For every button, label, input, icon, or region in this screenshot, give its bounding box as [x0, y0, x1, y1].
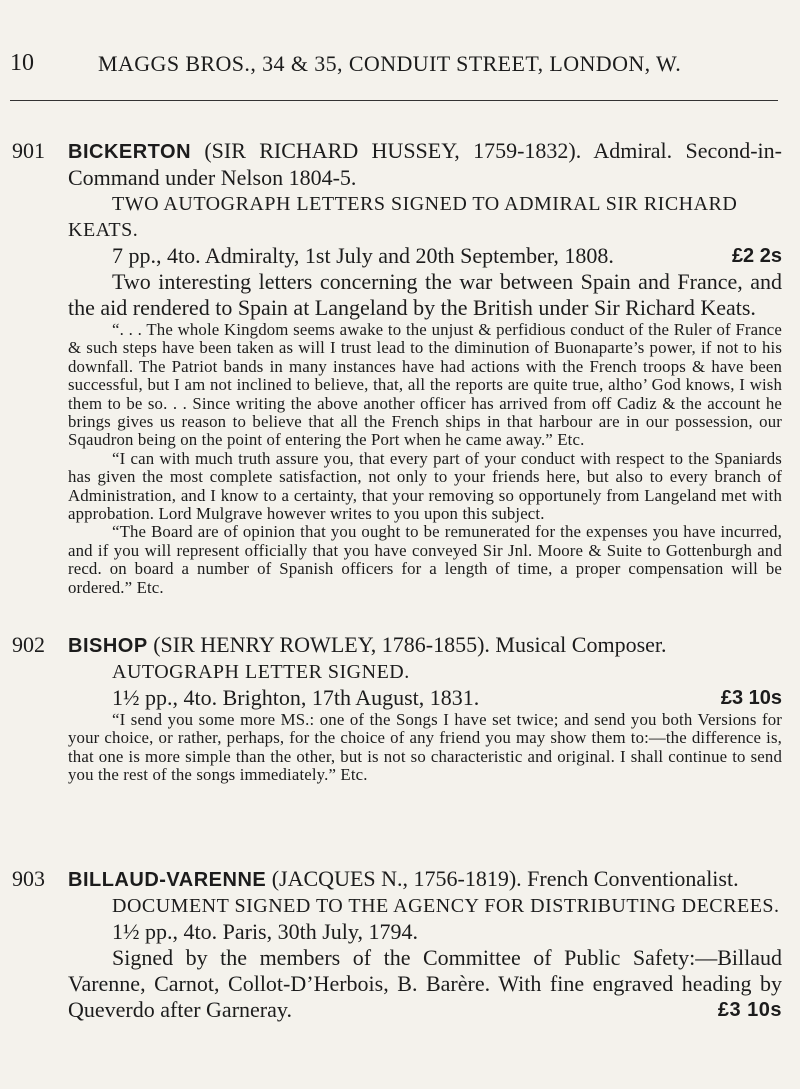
- subject-name: BISHOP: [68, 635, 148, 657]
- catalogue-entry: [12, 138, 782, 597]
- entry-heading: [68, 138, 782, 191]
- item-details: [68, 243, 782, 269]
- lot-number: 903: [12, 866, 45, 891]
- entry-heading: [68, 632, 782, 659]
- item-details: [68, 685, 782, 711]
- price: £3 10s: [717, 999, 782, 1021]
- subject-description: (SIR RICHARD HUSSEY, 1759-1832). Admiral. Second-in-Command under Nelson 1804-5.: [68, 138, 782, 190]
- lot-number: 902: [12, 632, 45, 657]
- quotation: “The Board are of opinion that you ought to be remunerated for the expenses you have incurred, and if you will represent officially that you have conveyed Sir Jnl. Moore & Suite to Gottenburgh and recd. on board a number of Spanish officers for a length of time, a proper compensation will be ordered.” Etc.: [68, 522, 782, 597]
- item-description-text: Signed by the members of the Committee of Public Safety:—Billaud Varenne, Carnot, Collot-D’Herbois, B. Barère. With fine engraved heading by Queverdo after Garneray.: [68, 945, 782, 1022]
- quotation: “I send you some more MS.: one of the Songs I have set twice; and send you both Versions for your choice, or rather, perhaps, for the choice of any friend you may show them to:—the difference is, that one is more simple than the other, but is not so characteristic and original. I shall continue to send you the rest of the songs immediately.” Etc.: [68, 710, 782, 785]
- item-description: [68, 945, 782, 1023]
- page-number: 10: [10, 50, 34, 76]
- subject-description: (JACQUES N., 1756-1819). French Conventionalist.: [266, 866, 739, 891]
- item-title: AUTOGRAPH LETTER SIGNED.: [112, 661, 410, 683]
- item-details-text: 7 pp., 4to. Admiralty, 1st July and 20th September, 1808.: [112, 243, 614, 268]
- quotation: “. . . The whole Kingdom seems awake to the unjust & perfidious conduct of the Ruler of France & such steps have been taken as will I trust lead to the diminution of Buonaparte’s power, if not to his downfall. The Patriot bands in many instances have had actions with the French troops & have been successful, but I am not inclined to believe, that, all the reports are quite true, altho’ God knows, I wish them to be so. . . Since writing the above another officer has arrived from off Cadiz & the account he brings gives us reason to believe that all the French ships in that harbour are in our possession, our Sqaudron being on the point of entering the Port when he came away.” Etc.: [68, 320, 782, 450]
- entry-heading: [68, 866, 782, 893]
- header-rule: [10, 100, 778, 101]
- catalogue-entry: [12, 632, 782, 785]
- quotation: “I can with much truth assure you, that every part of your conduct with respect to the Spaniards has given the most complete satisfaction, not only to your friends here, but also to every branch of Administration, and I know to a certainty, that your removing so opportunely from Langeland met with approbation. Lord Mulgrave however writes to you upon this subject.: [68, 448, 782, 524]
- item-details: 1½ pp., 4to. Paris, 30th July, 1794.: [112, 919, 418, 944]
- item-title: DOCUMENT SIGNED TO THE AGENCY FOR DISTRIBUTING DECREES.: [112, 895, 780, 917]
- price: £3 10s: [720, 687, 782, 709]
- lot-number: 901: [12, 138, 45, 163]
- item-details-text: 1½ pp., 4to. Brighton, 17th August, 1831.: [112, 685, 480, 710]
- subject-description: (SIR HENRY ROWLEY, 1786-1855). Musical Composer.: [147, 632, 667, 657]
- subject-name: BICKERTON: [68, 141, 192, 163]
- running-title: MAGGS BROS., 34 & 35, CONDUIT STREET, LONDON, W.: [98, 51, 682, 76]
- price: £2 2s: [731, 245, 782, 267]
- catalogue-entry: [12, 866, 782, 1023]
- item-description: Two interesting letters concerning the war between Spain and France, and the aid rendered to Spain at Langeland by the British under Sir Richard Keats.: [68, 269, 782, 320]
- running-header: [0, 50, 800, 86]
- subject-name: BILLAUD-VARENNE: [68, 869, 267, 891]
- item-title: TWO AUTOGRAPH LETTERS SIGNED TO ADMIRAL SIR RICHARD KEATS.: [68, 193, 738, 241]
